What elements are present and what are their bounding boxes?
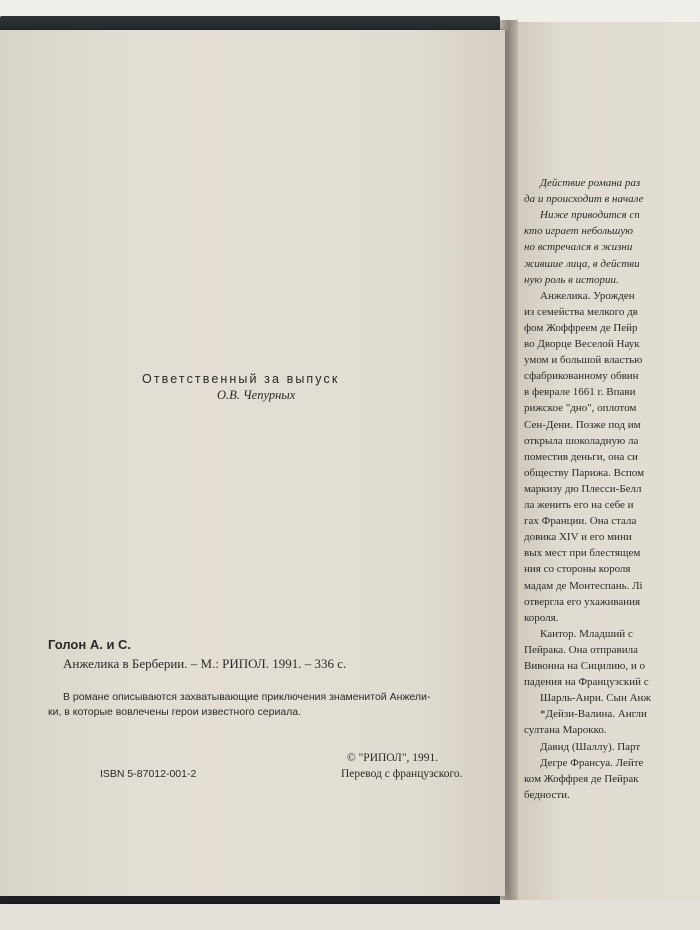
right-page-line: довика XIV и его мини [524, 531, 632, 544]
right-page-line: Вивонна на Сицилию, и о [524, 660, 645, 672]
right-page-line: вых мест при блестящем [524, 547, 641, 560]
right-page-line: из семейства мелкого дв [524, 305, 638, 318]
right-page-line: да и происходит в начале [524, 193, 644, 206]
right-page-line: но встречался в жизни [524, 241, 633, 254]
right-page-line: Шарль-Анри. Сын Анж [540, 692, 652, 705]
left-page [0, 30, 505, 896]
right-page-line: ком Жоффрея де Пейрак [524, 772, 639, 785]
right-page-line: *Дейзи-Валина. Англи [540, 708, 647, 721]
right-page-line: ла женить его на себе и [524, 499, 634, 511]
translation-line: Перевод с французского. [341, 768, 463, 780]
right-page-line: Дегре Франсуа. Лейте [540, 756, 644, 769]
right-page-line: в феврале 1661 г. Впави [524, 386, 636, 399]
right-page-line: падения на Французский с [524, 676, 649, 689]
right-page-line: Пейрака. Она отправила [524, 643, 639, 656]
right-page-line: обществу Парижа. Вспом [524, 466, 645, 479]
right-page-line: сфабрикованному обвин [524, 370, 639, 383]
right-page-line: умом и большой властью [524, 354, 643, 367]
right-page-line: Сен-Дени. Позже под им [524, 418, 641, 431]
right-page-line: султана Марокко. [524, 724, 607, 737]
isbn-line: ISBN 5-87012-001-2 [100, 768, 197, 780]
right-page [514, 22, 700, 900]
right-page-line: открыла шоколадную ла [524, 434, 639, 447]
right-page-line: гах Франции. Она стала [524, 515, 637, 528]
right-page-line: рижское "дно", оплотом [524, 402, 637, 415]
responsible-label: Ответственный за выпуск [142, 372, 340, 386]
copyright-line: © "РИПОЛ", 1991. [347, 752, 439, 764]
right-page-line: Давид (Шаллу). Парт [540, 740, 641, 753]
right-page-line: Кантор. Младший с [540, 627, 633, 640]
right-page-line: жившие лица, в действи [524, 257, 640, 270]
right-page-line: Анжелика. Урожден [540, 289, 635, 302]
right-page-line: мадам де Монтеспань. Лі [524, 579, 643, 592]
author-line: Голон А. и С. [48, 637, 132, 652]
right-page-line: кто играет небольшую [524, 225, 633, 238]
right-page-line: маркизу дю Плесси-Белл [524, 482, 642, 495]
right-page-line: короля. [524, 611, 559, 624]
right-page-line: ния со стороны короля [524, 563, 631, 576]
description-line-1: В романе описываются захватывающие приключения знаменитой Анжели- [63, 691, 431, 703]
right-page-line: ную роль в истории. [524, 273, 619, 286]
bibliographic-title-line: Анжелика в Берберии. – М.: РИПОЛ. 1991. – 336 с. [63, 656, 347, 671]
right-page-line: во Дворце Веселой Наук [524, 338, 640, 350]
right-page-line: фом Жоффреем де Пейр [524, 321, 638, 334]
right-page-line: Действие романа раз [540, 177, 641, 189]
right-page-line: Ниже приводится сп [540, 209, 640, 222]
description [48, 690, 488, 720]
right-page-line: отвергла его ухаживания [524, 595, 641, 608]
right-page-line: поместив деньги, она си [524, 450, 638, 463]
description-line-2: ки, в которые вовлечены герои известного сериала. [48, 706, 302, 718]
responsible-name: О.В. Чепурных [217, 388, 296, 402]
right-page-line: бедности. [524, 788, 570, 801]
